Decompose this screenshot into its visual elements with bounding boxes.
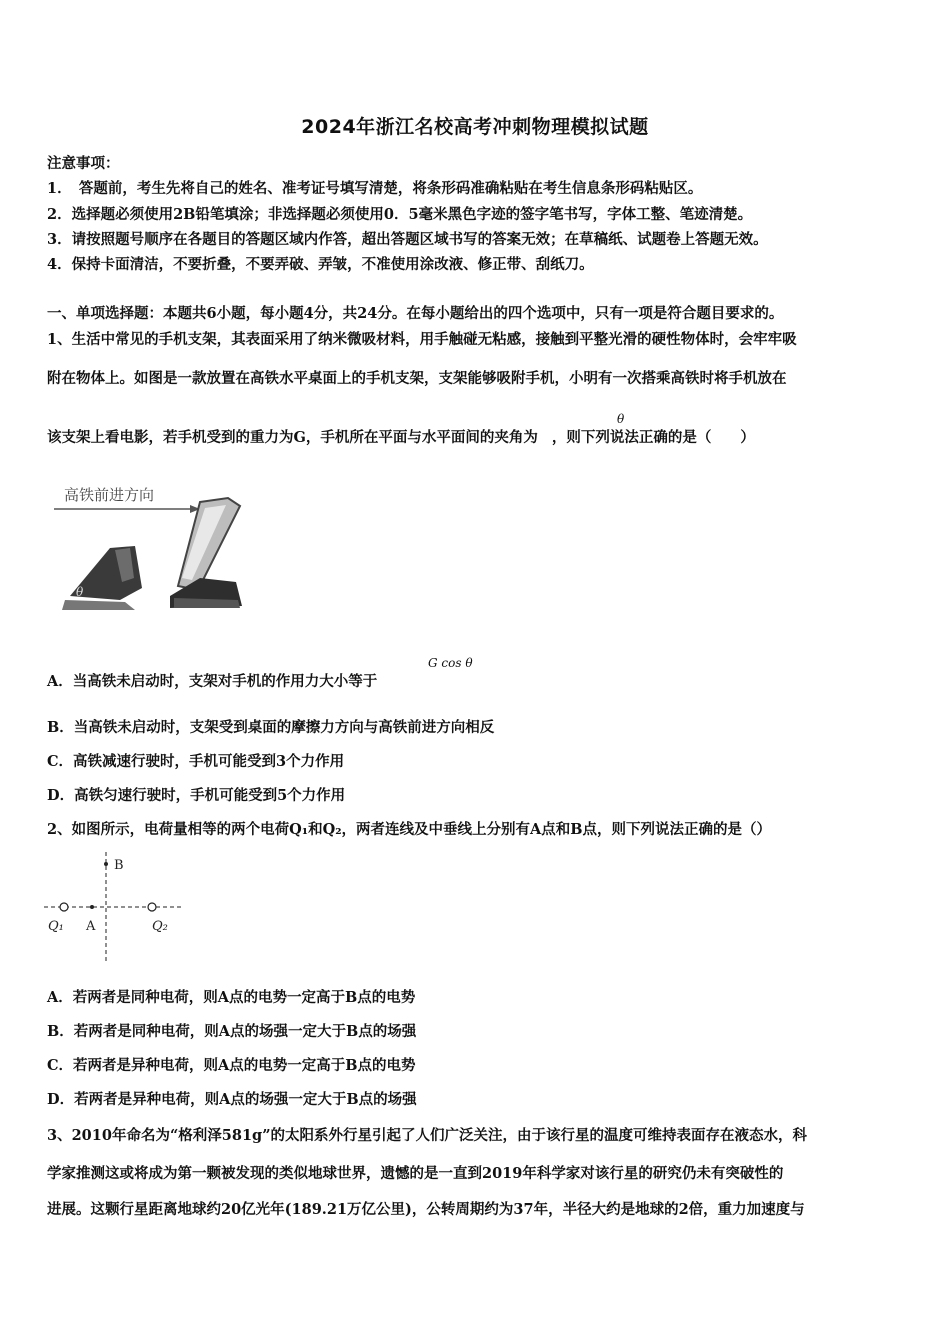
q1-stem-line3 (47, 426, 755, 447)
q2-option-b: B．若两者是同种电荷，则A点的场强一定大于B点的场强 (47, 1023, 417, 1040)
point-a-label: A (86, 919, 96, 934)
charge-q2-dot (148, 903, 156, 911)
q3-stem-line2: 学家推测这或将成为第一颗被发现的类似地球世界，遗憾的是一直到2019年科学家对该行星的研究仍未有突破性的 (47, 1165, 784, 1182)
point-b-label: B (114, 858, 124, 873)
q1-option-a: A．当高铁未启动时，支架对手机的作用力大小等于 (47, 673, 378, 690)
train-direction-label: 高铁前进方向 (64, 486, 155, 504)
charges-figure (44, 850, 194, 968)
q3-stem-line3: 进展。这颗行星距离地球约20亿光年(189.21万亿公里)，公转周期约为37年，半径大约是地球的2倍，重力加速度与 (47, 1201, 805, 1218)
q1-stem-line3-end: ，则下列说法正确的是（ ） (551, 429, 755, 446)
q2-option-a: A．若两者是同种电荷，则A点的电势一定高于B点的电势 (47, 989, 416, 1006)
q2-option-c: C．若两者是异种电荷，则A点的电势一定高于B点的电势 (47, 1057, 416, 1074)
q2-option-d: D．若两者是异种电荷，则A点的场强一定大于B点的场强 (47, 1091, 417, 1108)
q1-stem-line3-text: 该支架上看电影，若手机受到的重力为G，手机所在平面与水平面间的夹角为 (47, 429, 538, 446)
q1-theta-symbol: θ (617, 412, 625, 426)
phone-stand-illustration (50, 478, 260, 618)
phone-stand-figure (50, 478, 260, 618)
q1-stem-line2: 附在物体上。如图是一款放置在高铁水平桌面上的手机支架，支架能够吸附手机，小明有一次搭乘高铁时将手机放在 (47, 370, 787, 387)
page-title: 2024年浙江名校高考冲刺物理模拟试题 (301, 116, 649, 138)
notice-heading: 注意事项： (47, 155, 120, 172)
charges-diagram (44, 850, 194, 968)
notice-item-4: 4．保持卡面清洁，不要折叠，不要弄破、弄皱，不准使用涂改液、修正带、刮纸刀。 (47, 256, 594, 273)
q1-option-c: C．高铁减速行驶时，手机可能受到3个力作用 (47, 753, 345, 770)
q1-option-b: B．当高铁未启动时，支架受到桌面的摩擦力方向与高铁前进方向相反 (47, 719, 495, 736)
notice-item-3: 3．请按照题号顺序在各题目的答题区域内作答，超出答题区域书写的答案无效；在草稿纸、试题卷上答题无效。 (47, 231, 768, 248)
charge-q1-dot (60, 903, 68, 911)
q1-option-d: D．高铁匀速行驶时，手机可能受到5个力作用 (47, 787, 346, 804)
section-heading: 一、单项选择题：本题共6小题，每小题4分，共24分。在每小题给出的四个选项中，只有一项是符合题目要求的。 (47, 305, 784, 322)
point-b-dot (104, 862, 108, 866)
q1-label: Q₁ (48, 919, 64, 934)
point-a-dot (90, 905, 94, 909)
notice-item-2: 2．选择题必须使用2B铅笔填涂；非选择题必须使用0．5毫米黑色字迹的签字笔书写，字体工整、笔迹清楚。 (47, 206, 753, 223)
q3-stem-line1: 3、2010年命名为“格利泽581g”的太阳系外行星引起了人们广泛关注，由于该行星的温度可维持表面存在液态水，科 (47, 1127, 808, 1144)
q1-stem-line1: 1、生活中常见的手机支架，其表面采用了纳米微吸材料，用手触碰无粘感，接触到平整光滑的硬性物体时，会牢牢吸 (47, 331, 797, 348)
notice-item-1: 1． 答题前，考生先将自己的姓名、准考证号填写清楚，将条形码准确粘贴在考生信息条形码粘贴区。 (47, 180, 703, 197)
q1-option-a-formula: G cos θ (428, 656, 473, 670)
figure-theta-label: θ (76, 585, 84, 599)
q2-stem: 2、如图所示，电荷量相等的两个电荷Q₁和Q₂，两者连线及中垂线上分别有A点和B点，则下列说法正确的是（） (47, 821, 772, 838)
left-stand-base (62, 600, 135, 610)
q2-label: Q₂ (152, 919, 168, 934)
